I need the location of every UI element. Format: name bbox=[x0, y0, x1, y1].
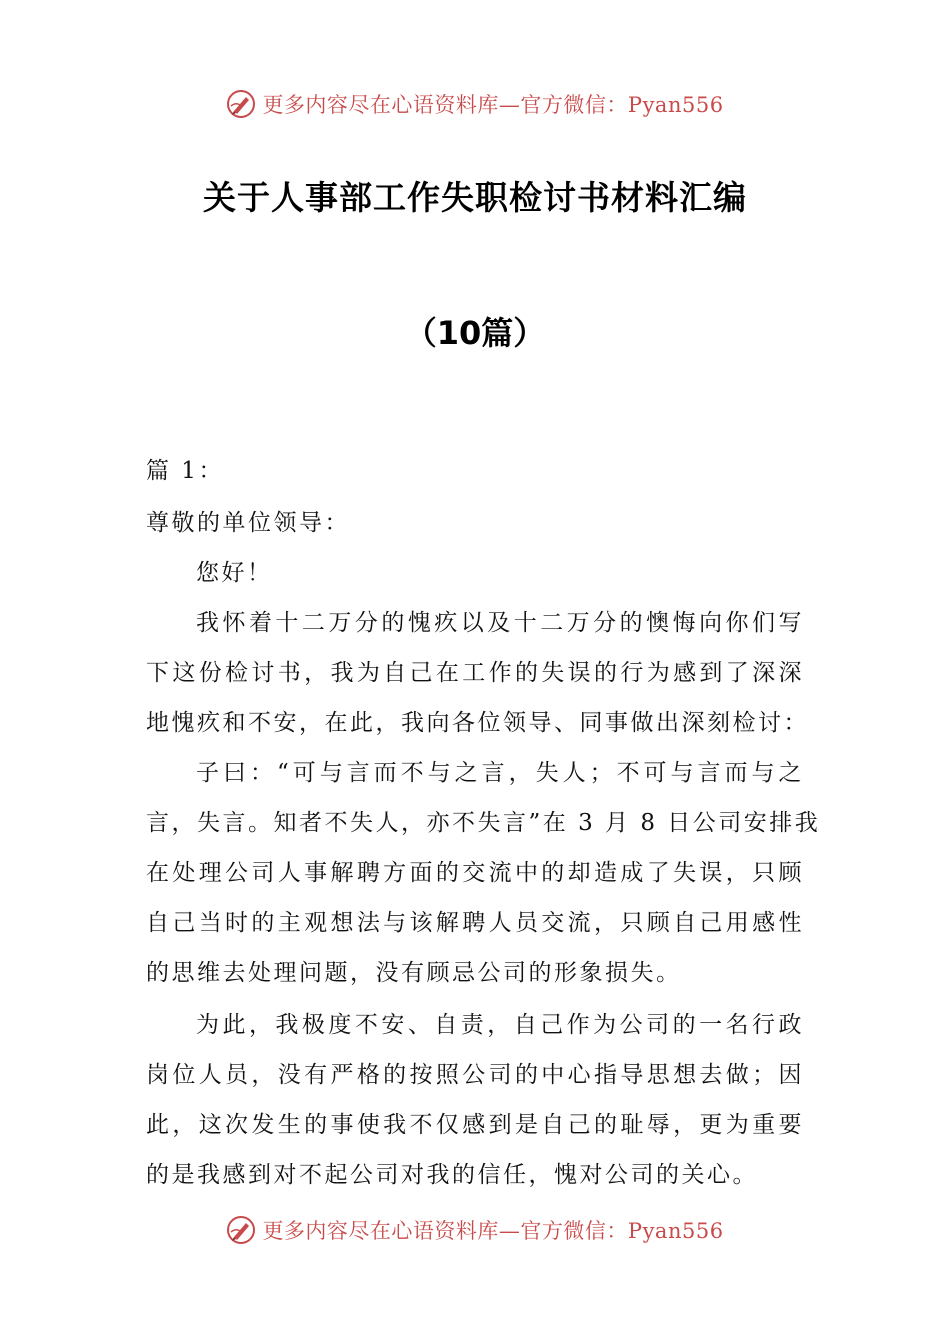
body-line: 下这份检讨书，我为自己在工作的失误的行为感到了深深 bbox=[146, 660, 804, 686]
document-subtitle: （10篇） bbox=[404, 314, 546, 352]
body-line: 地愧疚和不安，在此，我向各位领导、同事做出深刻检讨： bbox=[146, 710, 809, 736]
body-line: 言，失言。知者不失人，亦不失言”在 3 月 8 日公司安排我 bbox=[146, 810, 821, 836]
document-body bbox=[146, 446, 821, 1200]
pen-logo-icon bbox=[226, 89, 256, 119]
body-line: 的思维去处理问题，没有顾忌公司的形象损失。 bbox=[146, 960, 682, 986]
salutation: 尊敬的单位领导： bbox=[146, 510, 350, 536]
document-title: 关于人事部工作失职检讨书材料汇编 bbox=[203, 178, 747, 217]
header-banner-text: 更多内容尽在心语资料库—官方微信：Pyan556 bbox=[262, 93, 724, 117]
footer-banner-text: 更多内容尽在心语资料库—官方微信：Pyan556 bbox=[262, 1219, 724, 1243]
footer-banner bbox=[0, 1210, 950, 1250]
body-line: 岗位人员，没有严格的按照公司的中心指导思想去做；因 bbox=[146, 1062, 804, 1088]
header-banner bbox=[0, 84, 950, 124]
body-line: 子曰：“可与言而不与之言，失人；不可与言而与之 bbox=[196, 760, 804, 786]
section-label: 篇 1： bbox=[146, 458, 224, 484]
body-line: 自己当时的主观想法与该解聘人员交流，只顾自己用感性 bbox=[146, 910, 804, 936]
greeting: 您好！ bbox=[196, 560, 273, 586]
body-line: 在处理公司人事解聘方面的交流中的却造成了失误，只顾 bbox=[146, 860, 804, 886]
body-line: 此，这次发生的事使我不仅感到是自己的耻辱，更为重要 bbox=[146, 1112, 804, 1138]
body-line: 我怀着十二万分的愧疚以及十二万分的懊悔向你们写 bbox=[196, 610, 804, 636]
body-line: 为此，我极度不安、自责，自己作为公司的一名行政 bbox=[196, 1012, 804, 1038]
body-line: 的是我感到对不起公司对我的信任，愧对公司的关心。 bbox=[146, 1162, 758, 1188]
pen-logo-icon bbox=[226, 1215, 256, 1245]
